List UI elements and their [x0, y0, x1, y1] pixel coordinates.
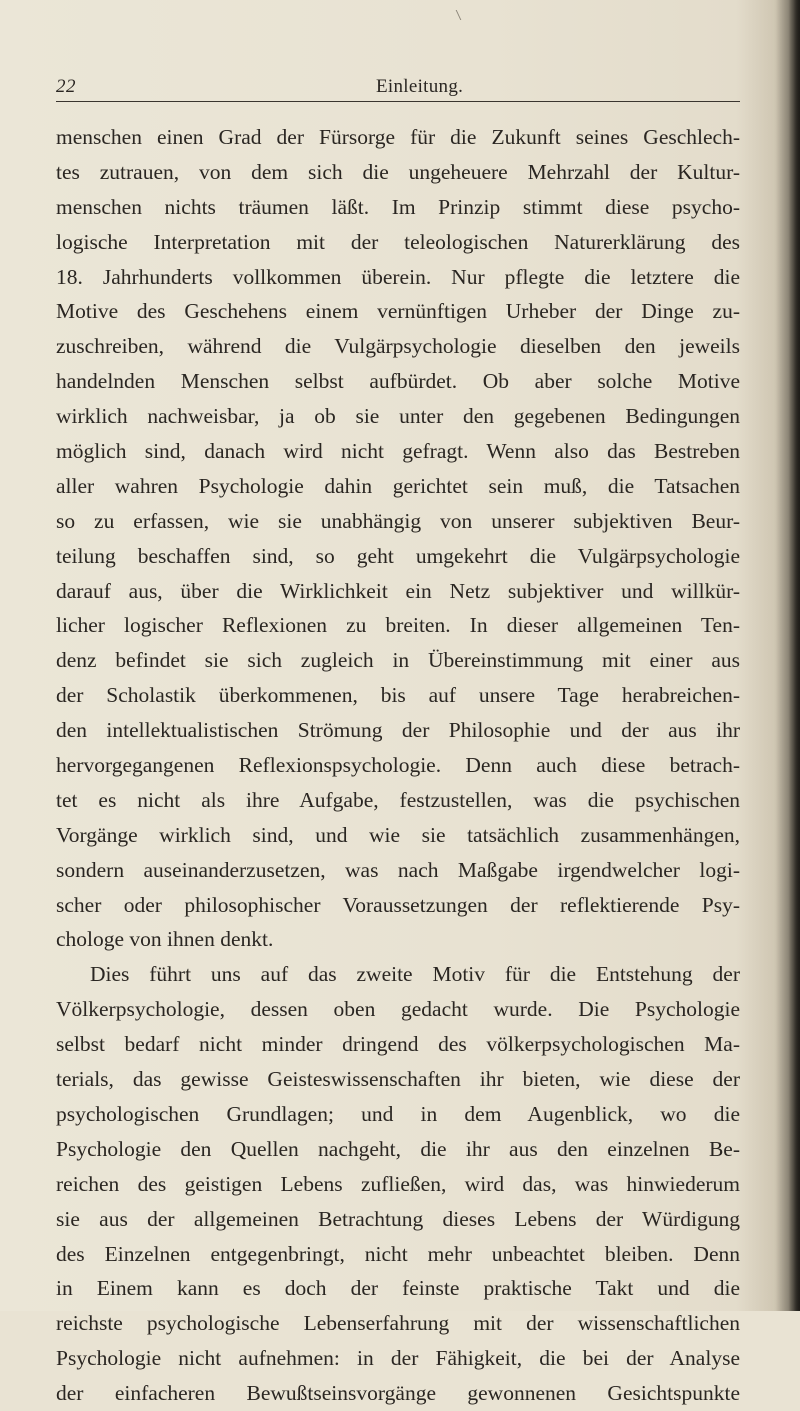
text-line: möglich sind, danach wird nicht gefragt. Wenn also das Bestreben — [56, 439, 740, 464]
text-line: Psychologie den Quellen nachgeht, die ihr aus den einzelnen Be- — [56, 1136, 740, 1161]
text-line: sie aus der allgemeinen Betrachtung dieses Lebens der Würdigung — [56, 1206, 740, 1231]
text-line: reichste psychologische Lebenserfahrung mit der wissenschaftlichen — [56, 1311, 740, 1336]
text-line: in Einem kann es doch der feinste praktische Takt und die — [56, 1276, 740, 1301]
text-line: den intellektualistischen Strömung der Philosophie und der aus ihr — [56, 718, 740, 743]
text-line: tet es nicht als ihre Aufgabe, festzustellen, was die psychischen — [56, 787, 740, 812]
text-line: denz befindet sie sich zugleich in Übereinstimmung mit einer aus — [56, 648, 740, 673]
text-line: 18. Jahrhunderts vollkommen überein. Nur pflegte die letztere die — [56, 264, 740, 289]
paragraph-first-line: Dies führt uns auf das zweite Motiv für die Entstehung der — [90, 962, 740, 987]
text-line: psychologischen Grundlagen; und in dem Augenblick, wo die — [56, 1101, 740, 1126]
text-line: Vorgänge wirklich sind, und wie sie tatsächlich zusammenhängen, — [56, 822, 740, 847]
text-line: Völkerpsychologie, dessen oben gedacht wurde. Die Psychologie — [56, 997, 740, 1022]
text-line: reichen des geistigen Lebens zufließen, wird das, was hinwiederum — [56, 1171, 740, 1196]
header-rule — [56, 101, 740, 102]
text-line: darauf aus, über die Wirklichkeit ein Netz subjektiver und willkür- — [56, 578, 740, 603]
page-number: 22 — [56, 76, 76, 97]
text-line: sondern auseinanderzusetzen, was nach Maßgabe irgendwelcher logi- — [56, 857, 740, 882]
text-line: menschen einen Grad der Fürsorge für die Zukunft seines Geschlech- — [56, 125, 740, 149]
body-text — [56, 120, 740, 1411]
text-line: hervorgegangenen Reflexionspsychologie. Denn auch diese betrach- — [56, 753, 740, 778]
text-line: Psychologie nicht aufnehmen: in der Fähigkeit, die bei der Analyse — [56, 1346, 740, 1371]
text-line: aller wahren Psychologie dahin gerichtet sein muß, die Tatsachen — [56, 473, 740, 498]
text-line: tes zutrauen, von dem sich die ungeheuere Mehrzahl der Kultur- — [56, 159, 740, 184]
text-line: so zu erfassen, wie sie unabhängig von unserer subjektiven Beur- — [56, 508, 740, 533]
book-gutter-shadow — [774, 0, 800, 1311]
text-line: zuschreiben, während die Vulgärpsychologie dieselben den jeweils — [56, 334, 740, 359]
running-head: Einleitung. — [376, 76, 464, 97]
text-line: handelnden Menschen selbst aufbürdet. Ob aber solche Motive — [56, 369, 740, 394]
paragraph-last-line: chologe von ihnen denkt. — [56, 927, 274, 952]
text-line: Motive des Geschehens einem vernünftigen Urheber der Dinge zu- — [56, 299, 740, 324]
text-line: licher logischer Reflexionen zu breiten. In dieser allgemeinen Ten- — [56, 613, 740, 638]
stray-pen-mark — [456, 10, 468, 20]
text-line: der einfacheren Bewußtseinsvorgänge gewonnenen Gesichtspunkte — [56, 1381, 740, 1406]
text-line: scher oder philosophischer Voraussetzungen der reflektierende Psy- — [56, 892, 740, 917]
text-line: wirklich nachweisbar, ja ob sie unter den gegebenen Bedingungen — [56, 404, 740, 429]
text-line: terials, das gewisse Geisteswissenschaften ihr bieten, wie diese der — [56, 1067, 740, 1092]
page-header — [56, 76, 740, 104]
text-line: menschen nichts träumen läßt. Im Prinzip stimmt diese psycho- — [56, 194, 740, 219]
text-line: teilung beschaffen sind, so geht umgekehrt die Vulgärpsychologie — [56, 543, 740, 568]
text-line: logische Interpretation mit der teleologischen Naturerklärung des — [56, 229, 740, 254]
text-line: selbst bedarf nicht minder dringend des völkerpsychologischen Ma- — [56, 1032, 740, 1057]
text-line: des Einzelnen entgegenbringt, nicht mehr unbeachtet bleiben. Denn — [56, 1241, 740, 1266]
text-line: der Scholastik überkommenen, bis auf unsere Tage herabreichen- — [56, 683, 740, 708]
